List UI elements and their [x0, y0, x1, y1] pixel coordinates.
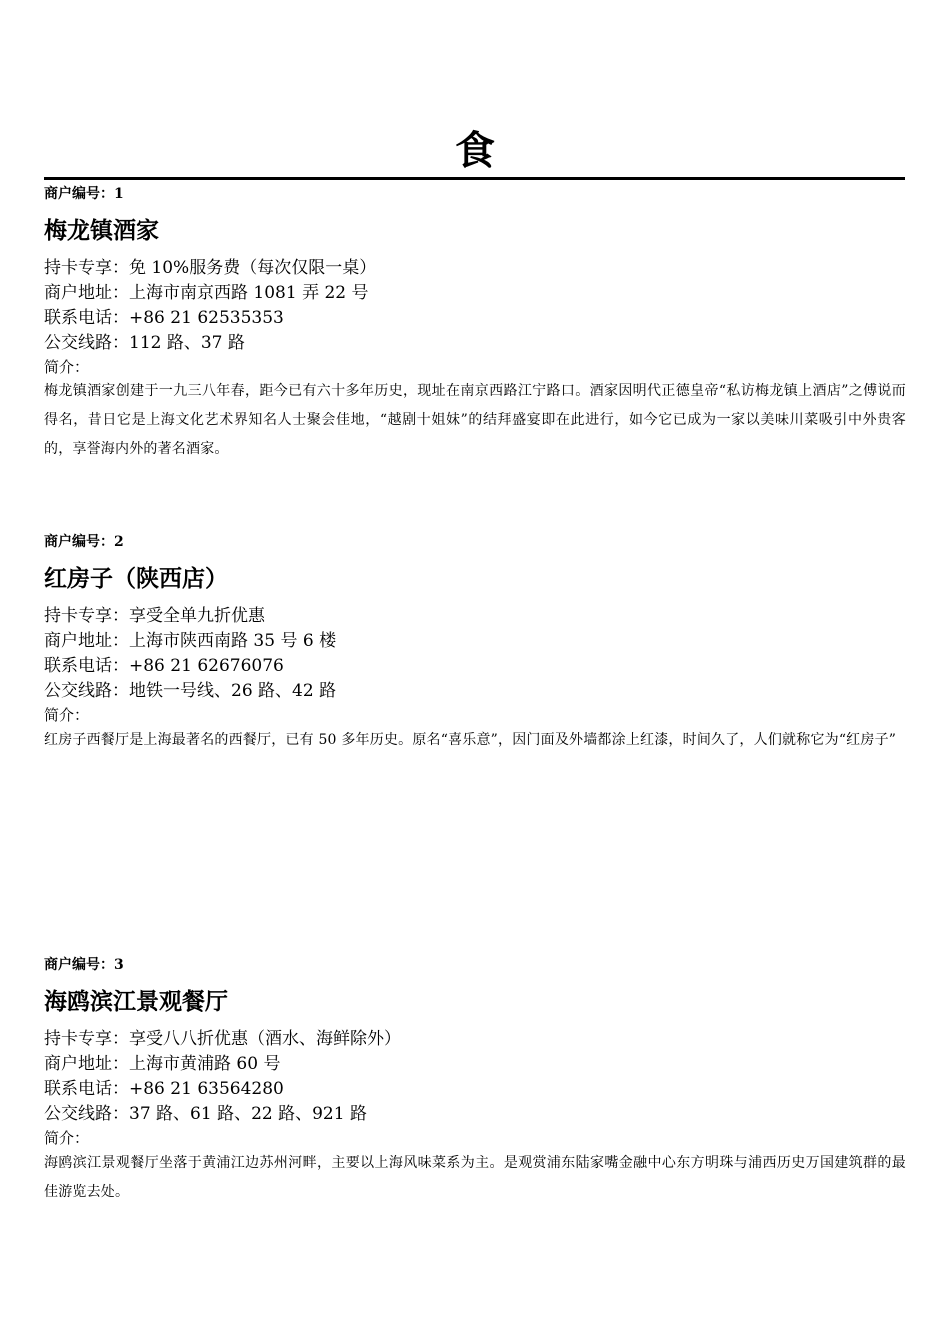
- phone-value: +86 21 62535353: [129, 308, 284, 328]
- phone-row: [44, 654, 906, 679]
- phone-value: +86 21 62676076: [129, 656, 284, 676]
- address-row: [44, 629, 906, 654]
- phone-label: 联系电话：: [44, 1079, 129, 1099]
- merchant-id-value: 1: [114, 186, 124, 202]
- phone-label: 联系电话：: [44, 656, 129, 676]
- intro-text: 红房子西餐厅是上海最著名的西餐厅，已有 50 多年历史。原名“喜乐意”，因门面及外墙都涂上红漆，时间久了，人们就称它为“红房子”: [44, 732, 897, 748]
- perk-value: 免 10%服务费（每次仅限一桌）: [129, 258, 377, 278]
- perk-label: 持卡专享：: [44, 606, 129, 626]
- title-divider: [44, 177, 905, 180]
- merchant-name: 海鸥滨江景观餐厅: [44, 989, 228, 1015]
- bus-label: 公交线路：: [44, 681, 129, 701]
- address-label: 商户地址：: [44, 631, 129, 651]
- perk-row: [44, 604, 906, 629]
- merchant-card: [44, 530, 906, 755]
- address-row: [44, 281, 906, 306]
- intro-text: 海鸥滨江景观餐厅坐落于黄浦江边苏州河畔，主要以上海风味菜系为主。是观赏浦东陆家嘴金融中心东方明珠与浦西历史万国建筑群的最佳游览去处。: [44, 1155, 906, 1200]
- merchant-card: [44, 953, 906, 1207]
- merchant-id-value: 3: [114, 957, 124, 973]
- merchant-name: 梅龙镇酒家: [44, 218, 159, 244]
- address-label: 商户地址：: [44, 283, 129, 303]
- bus-label: 公交线路：: [44, 333, 129, 353]
- merchant-card: [44, 182, 906, 464]
- perk-row: [44, 256, 906, 281]
- bus-row: [44, 331, 906, 356]
- intro-label: 简介：: [44, 1129, 90, 1147]
- perk-row: [44, 1027, 906, 1052]
- merchant-id: [44, 530, 906, 554]
- merchant-id: [44, 953, 906, 977]
- address-row: [44, 1052, 906, 1077]
- bus-row: [44, 679, 906, 704]
- bus-value: 37 路、61 路、22 路、921 路: [129, 1104, 367, 1124]
- merchant-id-value: 2: [114, 534, 124, 550]
- intro-text: 梅龙镇酒家创建于一九三八年春，距今已有六十多年历史，现址在南京西路江宁路口。酒家因明代正德皇帝“私访梅龙镇上酒店”之傅说而得名，昔日它是上海文化艺术界知名人士聚会佳地，“越剧十姐妹”的结拜盛宴即在此进行，如今它已成为一家以美味川菜吸引中外贵客的，享誉海内外的著名酒家。: [44, 383, 906, 457]
- address-value: 上海市陕西南路 35 号 6 楼: [129, 631, 337, 651]
- bus-value: 112 路、37 路: [129, 333, 245, 353]
- bus-value: 地铁一号线、26 路、42 路: [129, 681, 337, 701]
- merchant-id-label: 商户编号：: [44, 534, 114, 550]
- address-value: 上海市南京西路 1081 弄 22 号: [129, 283, 369, 303]
- address-value: 上海市黄浦路 60 号: [129, 1054, 281, 1074]
- bus-label: 公交线路：: [44, 1104, 129, 1124]
- perk-label: 持卡专享：: [44, 1029, 129, 1049]
- perk-label: 持卡专享：: [44, 258, 129, 278]
- phone-row: [44, 1077, 906, 1102]
- intro-label: 简介：: [44, 706, 90, 724]
- address-label: 商户地址：: [44, 1054, 129, 1074]
- merchant-id-label: 商户编号：: [44, 957, 114, 973]
- merchant-name: 红房子（陕西店）: [44, 566, 228, 592]
- merchant-id-label: 商户编号：: [44, 186, 114, 202]
- bus-row: [44, 1102, 906, 1127]
- phone-label: 联系电话：: [44, 308, 129, 328]
- phone-value: +86 21 63564280: [129, 1079, 284, 1099]
- perk-value: 享受八八折优惠（酒水、海鲜除外）: [129, 1029, 401, 1049]
- phone-row: [44, 306, 906, 331]
- page-title: 食: [455, 127, 495, 174]
- intro-label: 简介：: [44, 358, 90, 376]
- perk-value: 享受全单九折优惠: [129, 606, 265, 626]
- merchant-id: [44, 182, 906, 206]
